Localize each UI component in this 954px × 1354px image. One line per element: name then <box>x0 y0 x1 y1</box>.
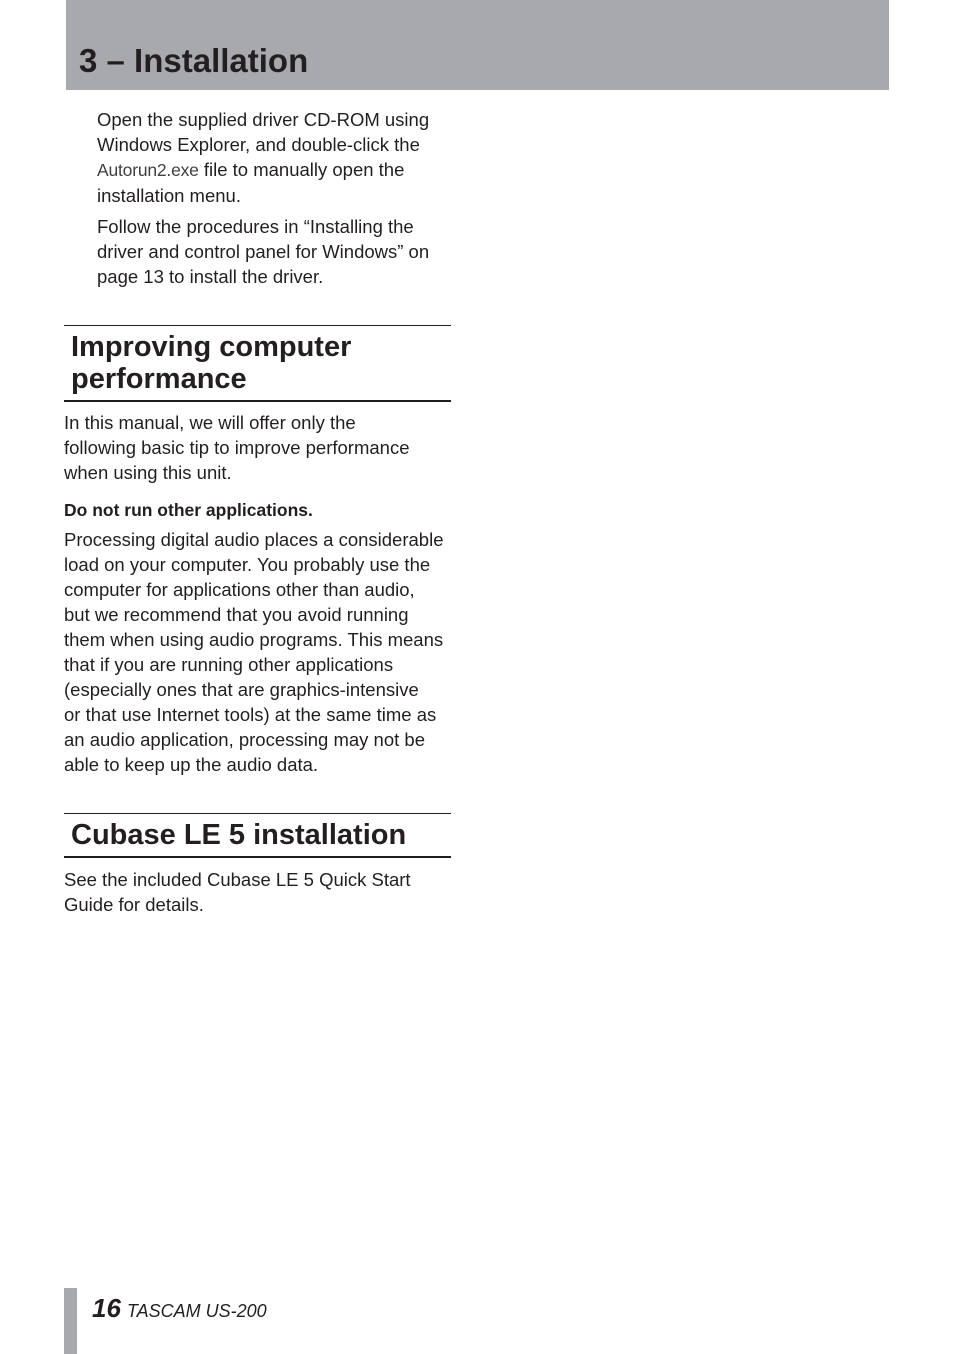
text-line: them when using audio programs. This means <box>64 629 444 650</box>
text-line: but we recommend that you avoid running <box>64 604 409 625</box>
product-name: TASCAM US-200 <box>126 1301 267 1321</box>
text-line: installation menu. <box>97 185 241 206</box>
text-line: load on your computer. You probably use the <box>64 554 431 575</box>
performance-intro <box>64 410 410 485</box>
intro-paragraph-1 <box>97 107 429 208</box>
text-line: Follow the procedures in “Installing the <box>97 216 414 237</box>
heading-line: Improving computer <box>71 331 352 363</box>
text-fragment: file to manually open the <box>198 159 405 180</box>
text-line: following basic tip to improve performance <box>64 437 410 458</box>
text-line: Open the supplied driver CD-ROM using <box>97 109 430 130</box>
text-line: Guide for details. <box>64 894 204 915</box>
text-line: when using this unit. <box>64 462 232 483</box>
text-line: In this manual, we will offer only the <box>64 412 356 433</box>
page-number: 16 <box>92 1293 121 1323</box>
text-line: able to keep up the audio data. <box>64 754 319 775</box>
text-line: computer for applications other than audio, <box>64 579 415 600</box>
section-title <box>64 331 451 395</box>
chapter-header-bar <box>66 0 889 90</box>
text-line: or that use Internet tools) at the same time as <box>64 704 437 725</box>
text-line: driver and control panel for Windows” on <box>97 241 430 262</box>
text-line: Windows Explorer, and double-click the <box>97 134 420 155</box>
text-line <box>97 157 429 183</box>
filename-autorun: Autorun2.exe <box>97 160 199 180</box>
chapter-title: 3 – Installation <box>79 42 309 79</box>
text-line: Processing digital audio places a considerable <box>64 529 444 550</box>
section-heading-cubase <box>64 813 451 858</box>
subheading-no-other-apps: Do not run other applications. <box>64 500 313 520</box>
text-line: (especially ones that are graphics-intensive <box>64 679 419 700</box>
heading-line: performance <box>71 363 247 395</box>
section-heading-performance <box>64 325 451 402</box>
text-line: See the included Cubase LE 5 Quick Start <box>64 869 411 890</box>
section-title: Cubase LE 5 installation <box>71 819 407 851</box>
performance-body <box>64 527 444 777</box>
cubase-body <box>64 867 411 917</box>
text-line: page 13 to install the driver. <box>97 266 324 287</box>
text-line: an audio application, processing may not be <box>64 729 425 750</box>
footer-bar <box>64 1288 77 1354</box>
intro-paragraph-2 <box>97 214 429 289</box>
text-line: that if you are running other applications <box>64 654 394 675</box>
page-footer <box>92 1293 267 1324</box>
